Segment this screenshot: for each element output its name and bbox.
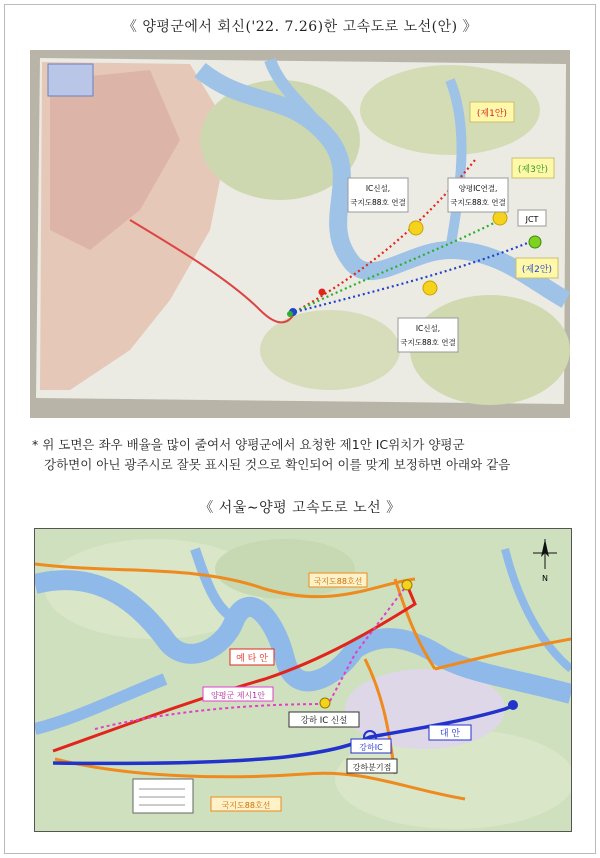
map2-alt-label: 대 안 xyxy=(439,729,461,739)
map2-gangha-ic-new-label: 강하 IC 신설 xyxy=(300,716,348,726)
footnote-line-2: 강하면이 아닌 광주시로 잘못 표시된 것으로 확인되어 이를 맞게 보정하면 아래와 같음 xyxy=(44,457,511,472)
map2-route88-top-label: 국지도88호선 xyxy=(313,577,363,586)
map1-ic-b-line2: 국지도88호 연결 xyxy=(400,338,456,347)
map1-ic-a-line2: 국지도88호 연결 xyxy=(350,198,406,207)
title-2: 《 서울∼양평 고속도로 노선 》 xyxy=(199,500,401,516)
photo-route-map xyxy=(30,50,570,418)
map2-gangha-jct-label: 강하분기점 xyxy=(352,763,392,772)
route-map-seoul-yangpyeong xyxy=(34,528,572,832)
map2-gangha-label: 강하IC xyxy=(359,743,383,752)
map1-jct-label: JCT xyxy=(525,215,539,224)
footnote xyxy=(32,435,580,475)
route-map-drawing xyxy=(35,529,571,831)
map1-ic-a-line1: IC신설, xyxy=(365,184,391,193)
map1-ic-c-line1: 양평IC연결, xyxy=(458,184,498,193)
map1-plan2-label: (제2안) xyxy=(521,265,553,275)
map1-plan1-label: (제1안) xyxy=(476,109,508,119)
map2-route88-label: 국지도88호선 xyxy=(221,801,271,810)
north-label: N xyxy=(542,574,548,583)
title-1: 《 양평군에서 회신('22. 7.26)한 고속도로 노선(안) 》 xyxy=(122,19,478,35)
map1-ic-b-line1: IC신설, xyxy=(415,324,441,333)
map2-prelim-label: 예 타 안 xyxy=(236,654,268,664)
footnote-line-1: * 위 도면은 좌우 배율을 많이 줄여서 양평군에서 요청한 제1안 IC위치가 양평군 xyxy=(32,437,465,452)
route-map-photo xyxy=(30,50,570,418)
map1-ic-c-line2: 국지도88호 연결 xyxy=(450,198,506,207)
map2-yg-plan1-label: 양평군 제시1안 xyxy=(210,691,266,700)
map1-plan3-label: (제3안) xyxy=(517,165,549,175)
